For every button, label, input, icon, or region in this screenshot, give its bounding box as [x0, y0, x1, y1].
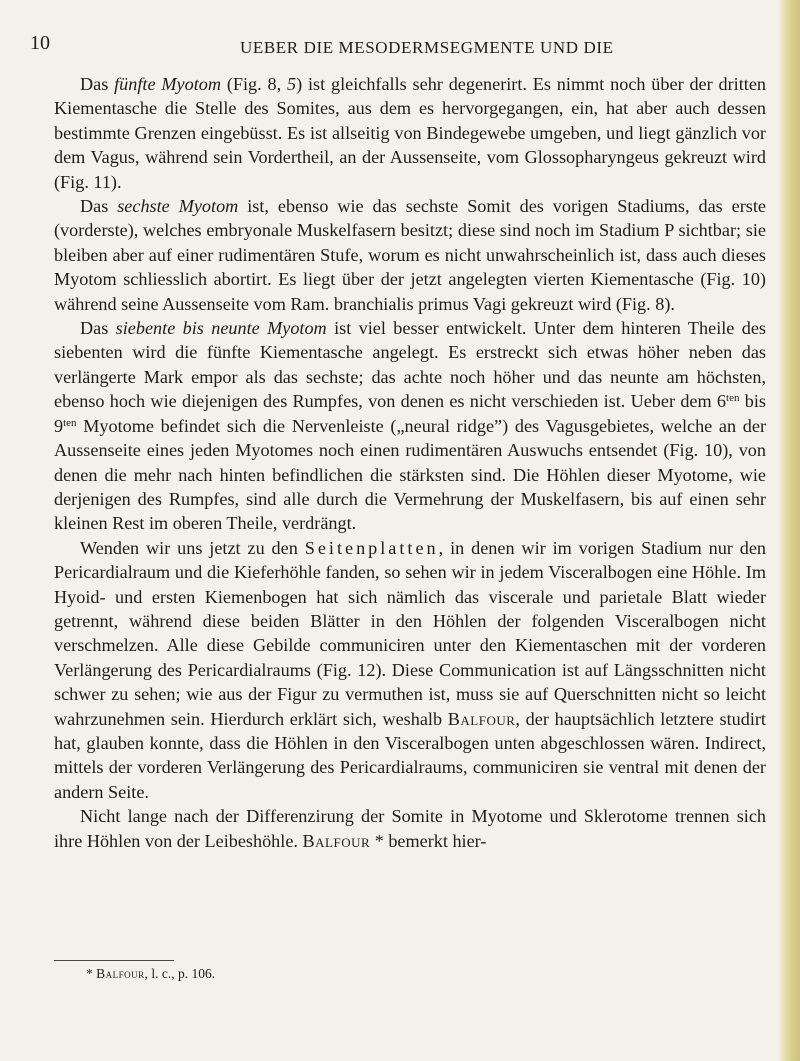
italic-figure-number: 5 [286, 74, 297, 94]
spaced-term: Seitenplatten [304, 537, 439, 558]
paragraph-4: Wenden wir uns jetzt zu den Seitenplatten, in denen wir im vorigen Stadium nur den Pericardialraum und die Kieferhöhle fanden, so sehen wir in jedem Visceralbogen eine Höhle. Im Hyoid- und ersten Kiemenbogen hat sich nämlich das viscerale und parietale Blatt wieder getrennt, während diese beiden Blätter in den Höhlen der folgenden Visceralbogen nicht verschmelzen. Alle diese Gebilde communiciren unter den Kiementaschen mit der vorderen Verlängerung des Pericardialraums (Fig. 12). Diese Communication ist auf Längsschnitten nicht schwer zu sehen; wie aus der Figur zu vermuthen ist, muss sie auf Querschnitten nicht so leicht wahrzunehmen sein. Hierdurch erklärt sich, weshalb Balfour, der hauptsächlich letztere studirt hat, glauben konnte, dass die Höhlen in den Visceralbogen unten abgeschlossen wären. Indirect, mittels der vorderen Verlängerung des Pericardialraums, communiciren sie ventral mit denen der andern Seite. [54, 537, 766, 802]
body-text [54, 72, 766, 853]
italic-term: siebente bis neunte Myotom [115, 318, 327, 339]
superscript: ten [726, 392, 740, 405]
superscript: ten [63, 416, 77, 429]
author-name: Balfour [447, 708, 516, 729]
paragraph-5: Nicht lange nach der Differenzirung der Somite in Myotome und Sklerotome trennen sich ihre Höhlen von der Leibeshöhle. Balfour * bemerkt hier- [54, 806, 766, 851]
footnote: * Balfour, l. c., p. 106. [86, 966, 216, 981]
page-number: 10 [30, 32, 50, 54]
paragraph-1: Das fünfte Myotom (Fig. 8, 5) ist gleichfalls sehr degenerirt. Es nimmt noch über der dritten Kiementasche die Stelle des Somites, aus dem es hervorgegangen, ein, hat aber auch dessen bestimmte Grenzen eingebüsst. Es ist allseitig von Bindegewebe umgeben, und liegt gänzlich vor dem Vagus, während sein Vordertheil, an der Aussenseite, vom Glossopharyngeus gekreuzt wird (Fig. 11). [54, 74, 766, 192]
paragraph-2: Das sechste Myotom ist, ebenso wie das sechste Somit des vorigen Stadiums, das erste (vorderste), welches embryonale Muskelfasern besitzt; diese sind noch im Stadium P sichtbar; sie bleiben aber auf einer rudimentären Stufe, worum es nicht unwahrscheinlich ist, dass auch dieses Myotom schliesslich abortirt. Es liegt über der jetzt angelegten vierten Kiementasche (Fig. 10) während seine Aussenseite vom Ram. branchialis primus Vagi gekreuzt wird (Fig. 8). [54, 196, 766, 314]
running-head: UEBER DIE MESODERMSEGMENTE UND DIE [240, 38, 614, 57]
author-name: Balfour [302, 830, 371, 851]
footnote-rule [54, 960, 174, 961]
book-page [30, 0, 775, 1061]
page-header [30, 32, 775, 58]
italic-term: fünfte Myotom [114, 74, 221, 94]
page-edge [778, 0, 800, 1061]
italic-term: sechste Myotom [117, 196, 239, 217]
author-name: Balfour [96, 966, 145, 981]
paragraph-3: Das siebente bis neunte Myotom ist viel besser entwickelt. Unter dem hinteren Theile des siebenten wird die fünfte Kiementasche angelegt. Es erstreckt sich etwas höher neben das verlängerte Mark empor als das sechste; das achte noch höher und das neunte am höchsten, ebenso hoch wie diejenigen des Rumpfes, von denen es nicht verschieden ist. Ueber dem $6^{ten}$ bis $9^{ten}$ Myotome befindet sich die Nervenleiste („neural ridge”) des Vagusgebietes, welche an der Aussenseite eines jeden Myotomes noch einen rudimentären Auswuchs entsendet (Fig. 10), von denen die mehr nach hinten befindlichen die stärksten sind. Die Höhlen dieser Myotome, wie derjenigen des Rumpfes, sind alle durch die Vermehrung der Muskelfasern, bis auf einen sehr kleinen Rest im oberen Theile, verdrängt. [54, 318, 766, 534]
